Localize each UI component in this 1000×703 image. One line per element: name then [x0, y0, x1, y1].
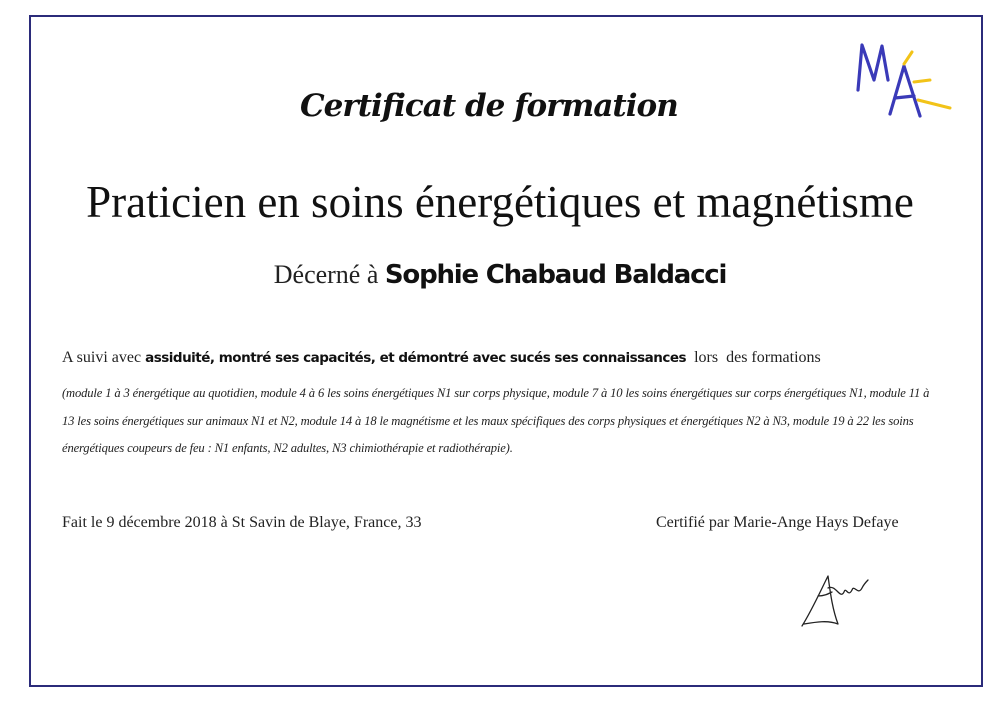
training-title: Praticien en soins énergétiques et magnétisme: [86, 177, 914, 227]
modules-description: (module 1 à 3 énergétique au quotidien, module 4 à 6 les soins énergétiques N1 sur corps physique, module 7 à 10 les soins énergétiques sur corps énergétiques N1, module 11 à 13 les soins énergétiques sur animaux N1 et N2, module 14 à 18 le magnétisme et les maux spécifiques des corps physiques et énergétiques N2 à N3, module 19 à 22 les soins énergétiques coupeurs de feu : N1 enfants, N2 adultes, N3 chimiothérapie et radiothérapie).: [62, 386, 930, 455]
recipient-name: Sophie Chabaud Baldacci: [384, 260, 727, 290]
awarded-prefix: Décerné à: [273, 260, 385, 289]
attendance-prefix: A suivi avec: [62, 349, 146, 366]
attendance-suffix: lors des formations: [686, 349, 821, 366]
awarded-line: [0, 260, 1000, 290]
ma-sun-logo-icon: [852, 40, 956, 124]
handwritten-signature-icon: [798, 570, 870, 630]
attendance-statement: [62, 349, 821, 367]
attendance-bold: assiduité, montré ses capacités, et démontré avec sucés ses connaissances: [145, 350, 687, 366]
place-and-date: Fait le 9 décembre 2018 à St Savin de Blaye, France, 33: [62, 514, 422, 531]
certificate-heading: Certificat de formation: [300, 88, 678, 124]
certified-by: Certifié par Marie-Ange Hays Defaye: [656, 514, 899, 531]
